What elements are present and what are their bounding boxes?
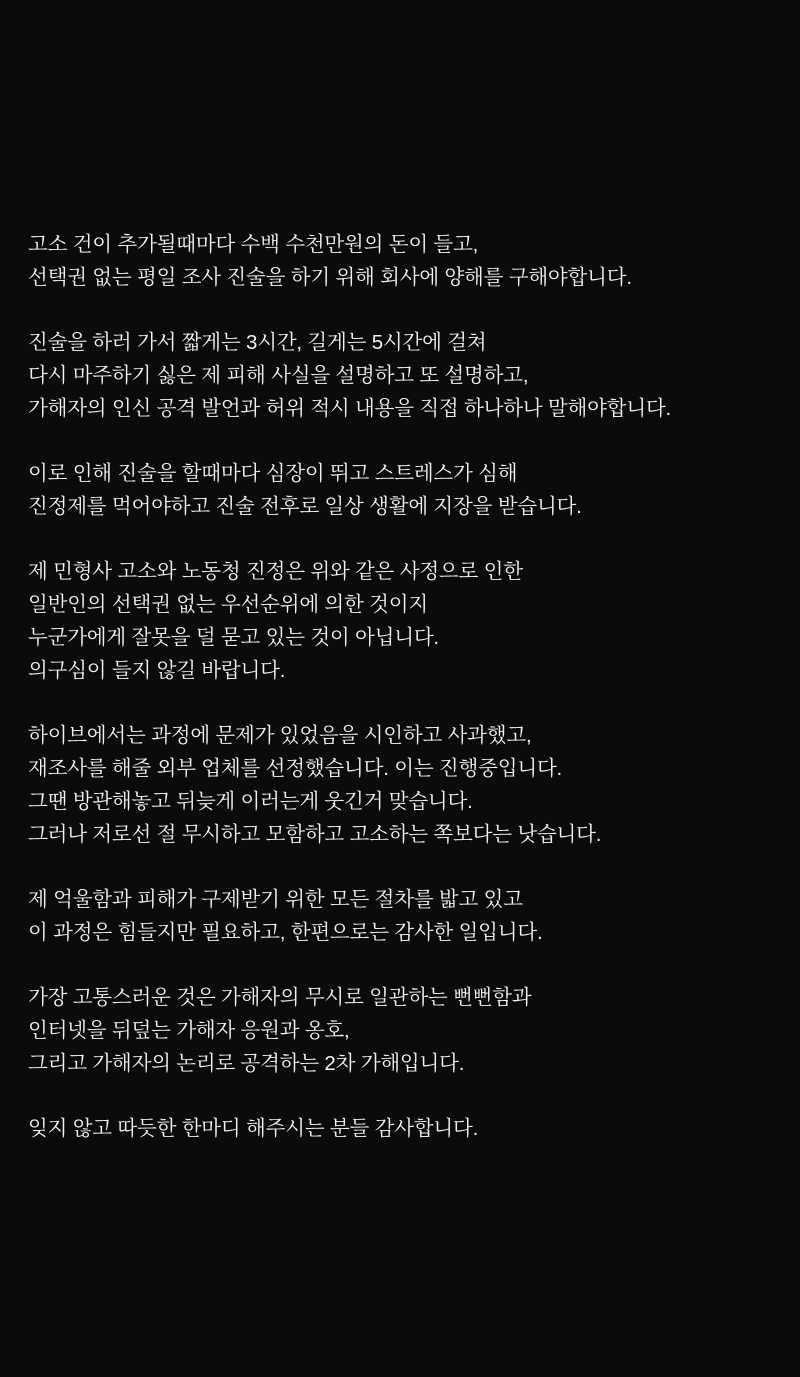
statement-line: 재조사를 해줄 외부 업체를 선정했습니다. 이는 진행중입니다. [28,757,563,780]
statement-line: 의구심이 들지 않길 바랍니다. [28,659,286,682]
statement-line: 진정제를 먹어야하고 진술 전후로 일상 생활에 지장을 받습니다. [28,495,582,518]
statement-line: 하이브에서는 과정에 문제가 있었음을 시인하고 사과했고, [28,724,532,747]
statement-line: 인터넷을 뒤덮는 가해자 응원과 옹호, [28,1019,350,1042]
statement-line: 잊지 않고 따듯한 한마디 해주시는 분들 감사합니다. [28,1117,479,1140]
statement-line: 이로 인해 진술을 할때마다 심장이 뛰고 스트레스가 심해 [28,462,518,485]
statement-line: 가해자의 인신 공격 발언과 허위 적시 내용을 직접 하나하나 말해야합니다. [28,397,672,420]
statement-line: 가장 고통스러운 것은 가해자의 무시로 일관하는 뻔뻔함과 [28,986,532,1009]
statement-line: 고소 건이 추가될때마다 수백 수천만원의 돈이 들고, [28,233,479,256]
statement-paragraph [28,555,772,687]
statement-line: 진술을 하러 가서 짧게는 3시간, 길게는 5시간에 걸쳐 [28,331,487,354]
statement-line: 그리고 가해자의 논리로 공격하는 2차 가해입니다. [28,1052,465,1075]
statement-paragraph [28,1112,772,1145]
statement-paragraph [28,326,772,425]
statement-paragraph [28,719,772,851]
statement-line: 누군가에게 잘못을 덜 묻고 있는 것이 아닙니다. [28,626,439,649]
statement-line: 그땐 방관해놓고 뒤늦게 이러는게 웃긴거 맞습니다. [28,790,473,813]
statement-line: 이 과정은 힘들지만 필요하고, 한편으로는 감사한 일입니다. [28,921,543,944]
statement-line: 일반인의 선택권 없는 우선순위에 의한 것이지 [28,593,428,616]
statement-line: 그러나 저로선 절 무시하고 모함하고 고소하는 쪽보다는 낫습니다. [28,823,602,846]
statement-line: 다시 마주하기 싫은 제 피해 사실을 설명하고 또 설명하고, [28,364,529,387]
statement-paragraph [28,883,772,949]
statement-paragraph [28,228,772,294]
statement-paragraph [28,457,772,523]
statement-line: 제 억울함과 피해가 구제받기 위한 모든 절차를 밟고 있고 [28,888,523,911]
statement-paragraph [28,981,772,1080]
statement-line: 제 민형사 고소와 노동청 진정은 위와 같은 사정으로 인한 [28,560,523,583]
statement-line: 선택권 없는 평일 조사 진술을 하기 위해 회사에 양해를 구해야합니다. [28,266,632,289]
